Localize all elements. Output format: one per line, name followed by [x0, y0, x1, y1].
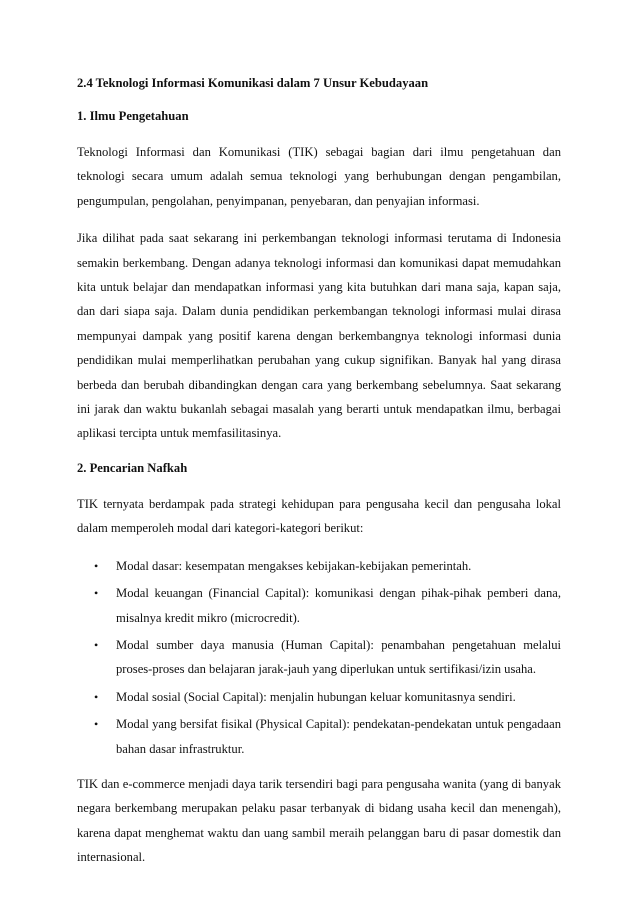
list-item-text: Modal keuangan (Financial Capital): komunikasi dengan pihak-pihak pemberi dana, misalnya kredit mikro (microcredit). — [116, 586, 561, 625]
paragraph: Jika dilihat pada saat sekarang ini perkembangan teknologi informasi terutama di Indonesia semakin berkembang. Dengan adanya teknologi informasi dan komunikasi dapat memudahkan kita untuk belajar dan mendapatkan informasi yang kita butuhkan dari mana saja, kapan saja, dan dari siapa saja. Dalam dunia pendidikan perkembangan teknologi informasi mulai dirasa mempunyai dampak yang positif karena dengan berkembangnya teknologi informasi dunia pendidikan mulai memperlihatkan perubahan yang cukup signifikan. Banyak hal yang dirasa berbeda dan berubah dibandingkan dengan cara yang berkembang sebelumnya. Saat sekarang ini jarak dan waktu bukanlah sebagai masalah yang berarti untuk mendapatkan ilmu, berbagai aplikasi tercipta untuk memfasilitasinya. — [77, 231, 561, 441]
capital-list — [77, 554, 561, 761]
section-heading-ilmu-pengetahuan: 1. Ilmu Pengetahuan — [77, 109, 189, 123]
list-item-text: Modal dasar: kesempatan mengakses kebijakan-kebijakan pemerintah. — [116, 558, 472, 573]
list-item — [94, 633, 561, 682]
document-title: 2.4 Teknologi Informasi Komunikasi dalam 7 Unsur Kebudayaan — [77, 76, 429, 90]
bullet-icon: • — [94, 717, 99, 732]
list-item — [94, 581, 561, 630]
section-heading-pencarian-nafkah: 2. Pencarian Nafkah — [77, 460, 188, 475]
bullet-icon: • — [94, 637, 99, 652]
list-item — [94, 712, 561, 761]
bullet-icon: • — [94, 586, 99, 601]
list-item-text: Modal sumber daya manusia (Human Capital): penambahan pengetahuan melalui proses-proses dan belajaran jarak-jauh yang diperlukan untuk sertifikasi/izin usaha. — [116, 637, 561, 677]
paragraph: TIK dan e-commerce menjadi daya tarik tersendiri bagi para pengusaha wanita (yang di banyak negara berkembang merupakan pelaku pasar terbanyak di bidang usaha kecil dan menengah), karena dapat menghemat waktu dan uang sambil meraih pelanggan baru di pasar domestik dan internasional. — [77, 776, 561, 865]
list-item — [94, 685, 561, 709]
bullet-icon: • — [94, 558, 99, 573]
paragraph: Teknologi Informasi dan Komunikasi (TIK) sebagai bagian dari ilmu pengetahuan dan teknologi secara umum adalah semua teknologi yang berhubungan dengan pengambilan, pengumpulan, pengolahan, penyimpanan, penyebaran, dan penyajian informasi. — [77, 145, 561, 208]
list-item-text: Modal yang bersifat fisikal (Physical Capital): pendekatan-pendekatan untuk pengadaan bahan dasar infrastruktur. — [116, 717, 561, 756]
list-item-text: Modal sosial (Social Capital): menjalin hubungan keluar komunitasnya sendiri. — [116, 689, 516, 704]
bullet-icon: • — [94, 689, 99, 704]
list-item — [94, 554, 561, 578]
paragraph: TIK ternyata berdampak pada strategi kehidupan para pengusaha kecil dan pengusaha lokal dalam memperoleh modal dari kategori-kategori berikut: — [77, 496, 561, 536]
